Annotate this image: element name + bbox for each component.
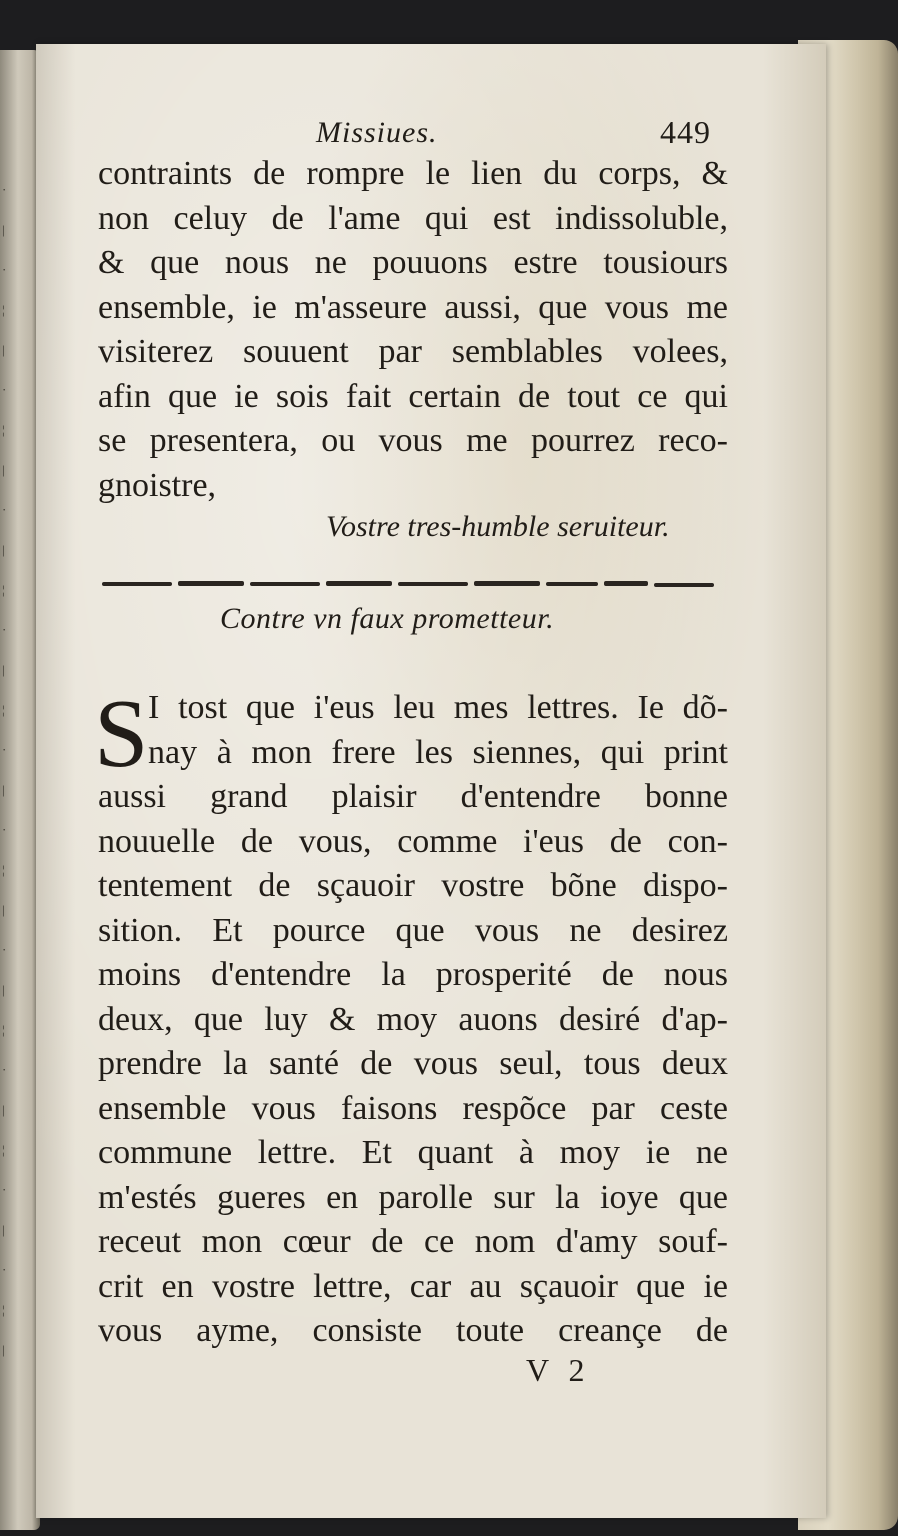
text-line: aussi grand plaisir d'entendre bonne bbox=[98, 778, 728, 815]
letter-two-opening bbox=[148, 686, 728, 775]
running-head: Missiues. bbox=[316, 116, 438, 149]
text-line: visiterez souuent par semblables volees, bbox=[98, 333, 728, 370]
letter-two-body bbox=[98, 775, 728, 1354]
text-line: afin que ie sois fait certain de tout ce qui bbox=[98, 377, 728, 415]
text-line: ensemble vous faisons respõce par ceste bbox=[98, 1089, 728, 1127]
text-line: vous ayme, consiste toute creançe de bbox=[98, 1312, 728, 1349]
ornamental-rule bbox=[102, 576, 714, 592]
text-line: commune lettre. Et quant à moy ie ne bbox=[98, 1134, 728, 1171]
letter-one-body bbox=[98, 152, 728, 508]
text-line: receut mon cœur de ce nom d'amy souf- bbox=[98, 1223, 728, 1260]
text-line: ensemble, ie m'asseure aussi, que vous me bbox=[98, 288, 728, 326]
text-line: contraints de rompre le lien du corps, & bbox=[98, 155, 728, 192]
page-number: 449 bbox=[660, 114, 711, 150]
text-line: m'estés gueres en parolle sur la ioye que bbox=[98, 1178, 728, 1216]
text-line: tentement de sçauoir vostre bõne dispo- bbox=[98, 867, 728, 904]
text-line: crit en vostre lettre, car au sçauoir que ie bbox=[98, 1267, 728, 1305]
text-line: non celuy de l'ame qui est indissoluble, bbox=[98, 199, 728, 237]
text-line: nouuelle de vous, comme i'eus de con- bbox=[98, 822, 728, 860]
text-line: gnoistre, bbox=[98, 466, 217, 504]
signature-mark: V 2 bbox=[526, 1352, 591, 1388]
text-line: deux, que luy & moy auons desiré d'ap- bbox=[98, 1000, 728, 1038]
text-line: I tost que i'eus leu mes lettres. Ie dõ- bbox=[148, 689, 728, 726]
text-line: se presentera, ou vous me pourrez reco- bbox=[98, 422, 728, 459]
text-line: prendre la santé de vous seul, tous deux bbox=[98, 1045, 728, 1082]
previous-page-edge bbox=[0, 50, 40, 1530]
book-page bbox=[36, 44, 826, 1518]
text-line: & que nous ne pouuons estre tousiours bbox=[98, 244, 728, 281]
text-line: moins d'entendre la prosperité de nous bbox=[98, 956, 728, 993]
text-line: nay à mon frere les siennes, qui print bbox=[148, 733, 728, 771]
drop-cap: S bbox=[94, 680, 149, 788]
letter-title: Contre vn faux prometteur. bbox=[220, 602, 555, 635]
previous-page-bleed-marks: · | · ¦ | · ¦ | · | ¦ · | ¦ · | · ¦ | · | ¦ · | ¦ · | · ¦ | bbox=[2, 182, 7, 1357]
text-line: sition. Et pource que vous ne desirez bbox=[98, 911, 728, 949]
letter-closing: Vostre tres-humble seruiteur. bbox=[326, 510, 670, 543]
